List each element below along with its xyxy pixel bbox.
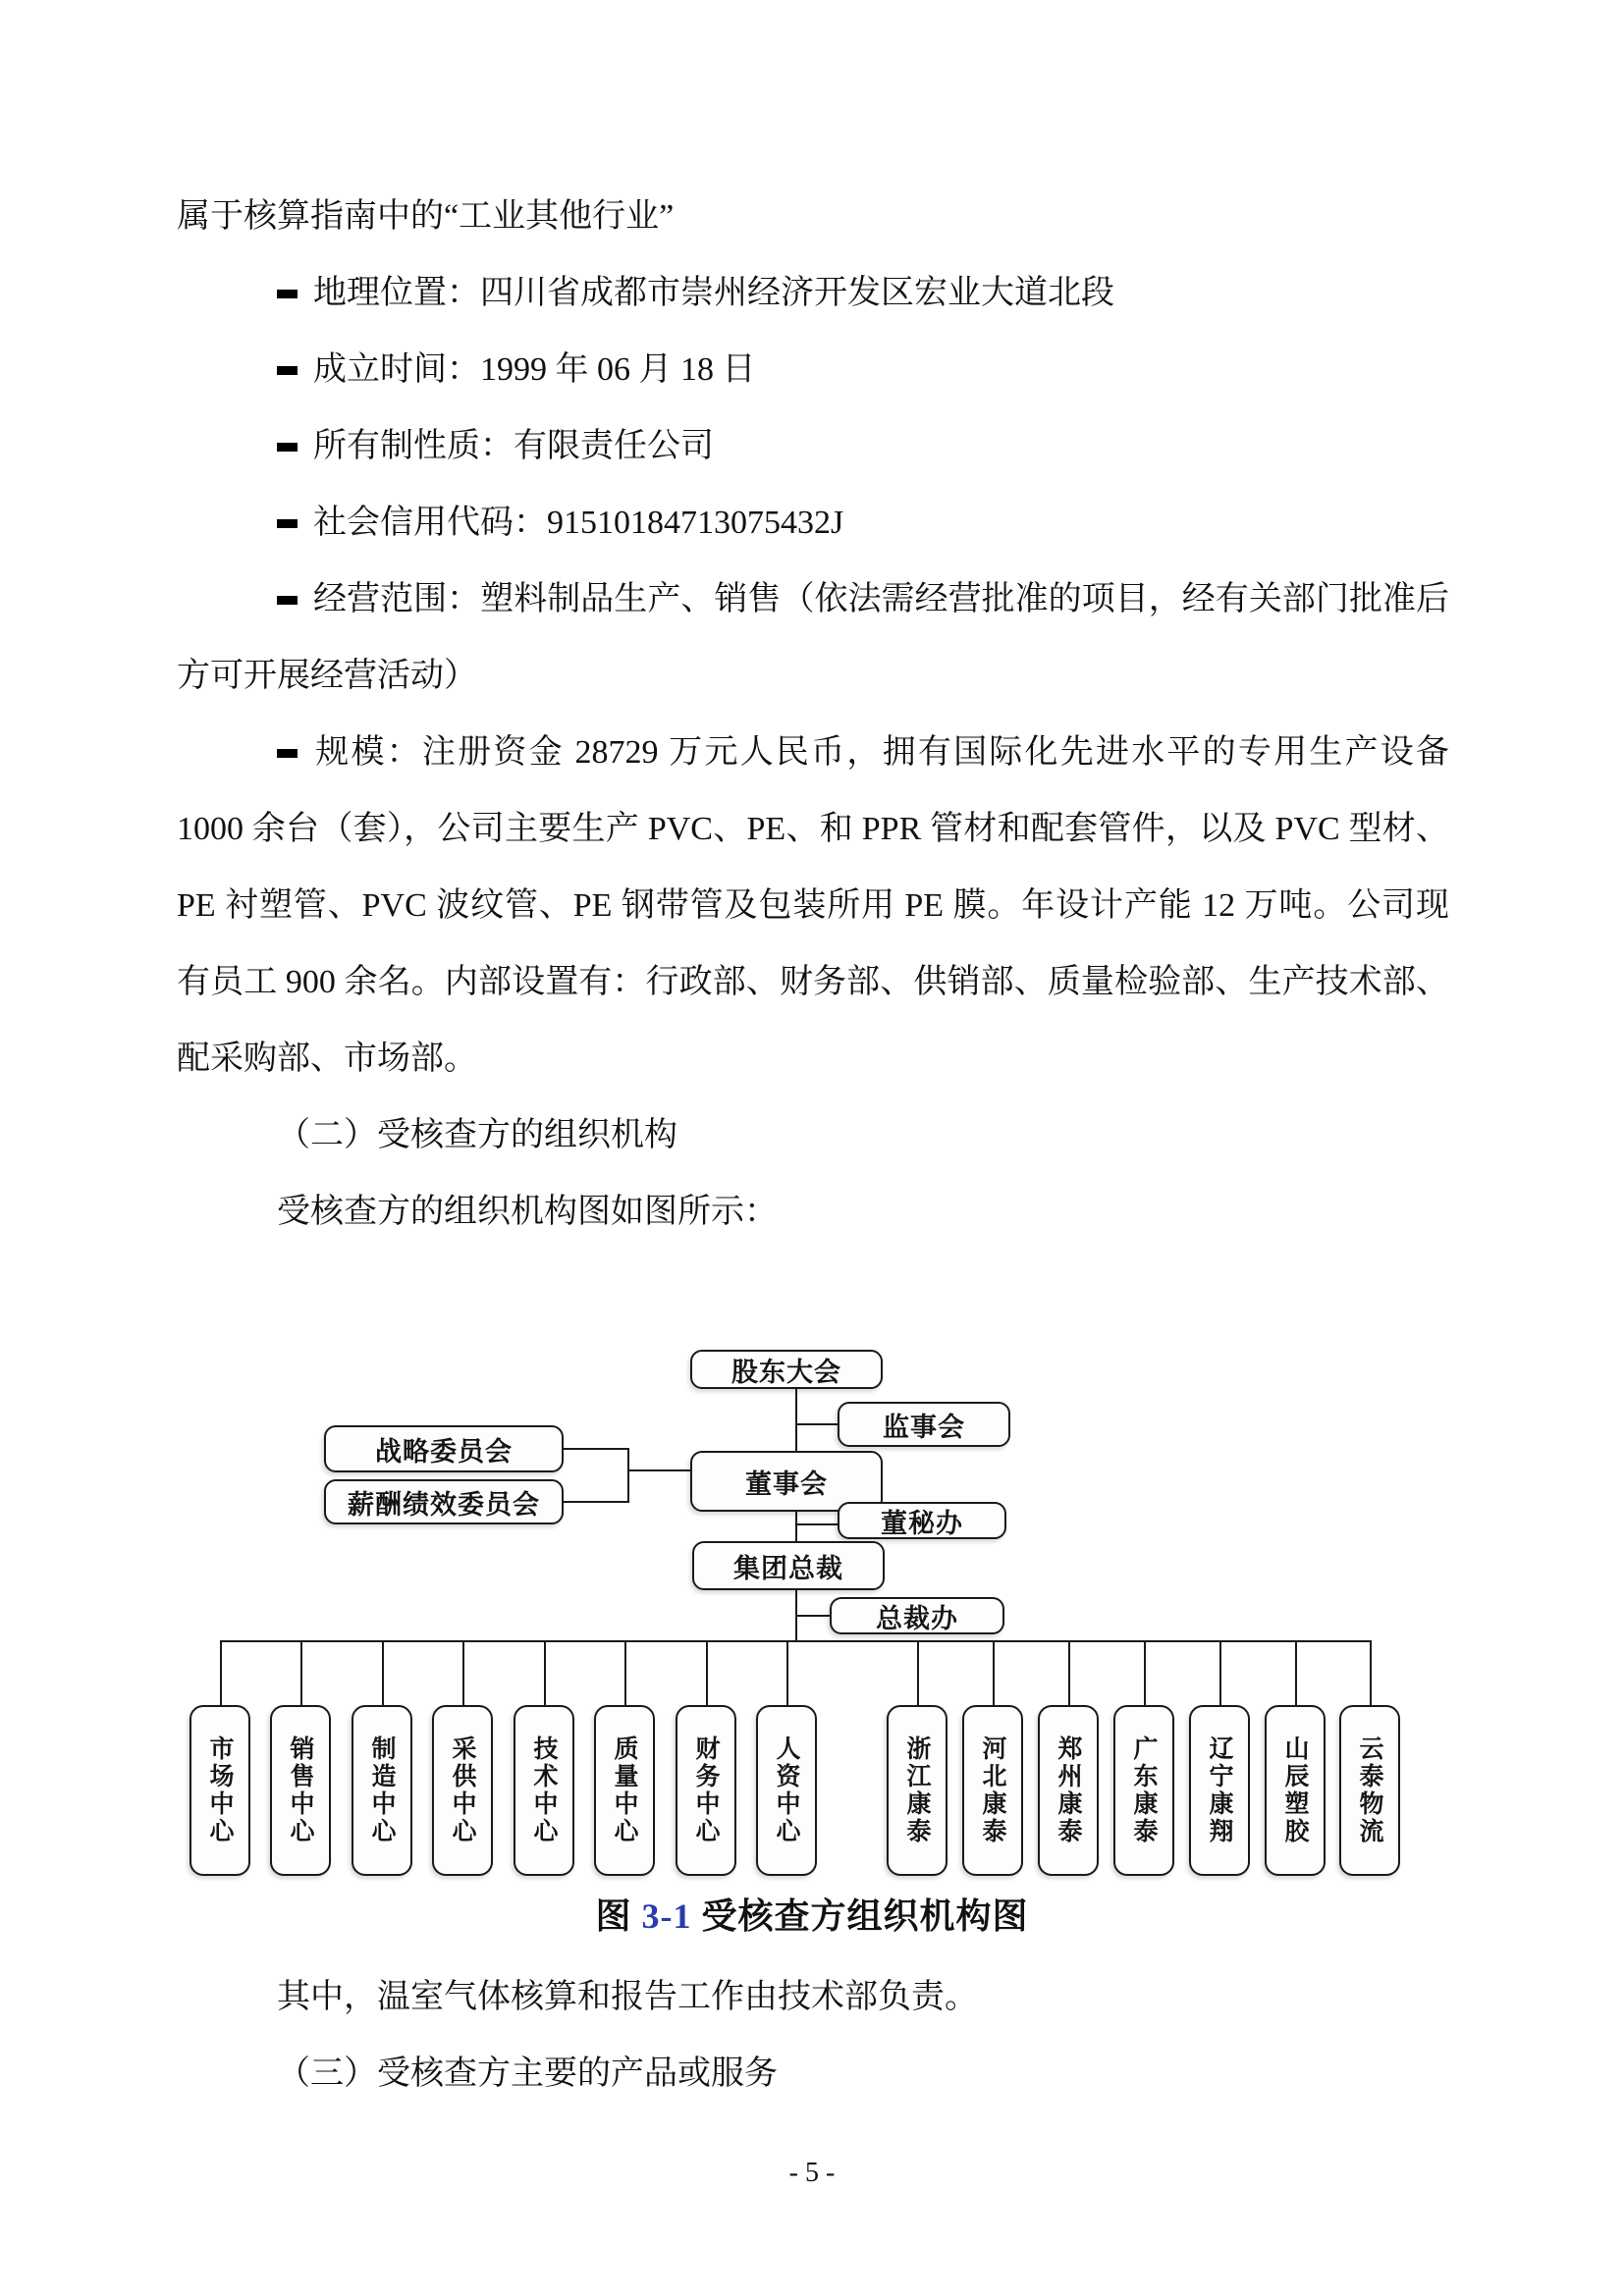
org-node-compensation-committee: 薪酬绩效委员会 [324,1479,564,1524]
org-drop-line [1370,1640,1372,1705]
bullet-location [177,255,1449,332]
org-node-board: 董事会 [690,1451,883,1512]
bullet-ownership-text: 所有制性质：有限责任公司 [313,428,714,464]
org-drop-line [382,1640,384,1705]
section3-heading: （三）受核查方主要的产品或服务 [277,2056,778,2092]
org-distribution-bar [220,1640,1372,1642]
org-connector [564,1501,627,1503]
bullet-square-icon [277,443,298,452]
org-chart-figure [178,1343,1446,1878]
org-dept-box: 财务中心 [676,1705,736,1876]
org-dept-box: 人资中心 [756,1705,817,1876]
org-drop-line [706,1640,708,1705]
org-connector [795,1615,830,1617]
org-dept-box: 质量中心 [594,1705,655,1876]
org-connector [795,1423,838,1425]
figure-caption [0,1889,1624,1939]
org-subsidiary-box: 云泰物流 [1339,1705,1400,1876]
bullet-square-icon [277,596,298,605]
figure-caption-number: 3-1 [641,1896,692,1936]
org-dept-box: 市场中心 [189,1705,250,1876]
org-node-supervisory: 监事会 [838,1402,1010,1447]
org-drop-line [624,1640,626,1705]
org-drop-line [1219,1640,1221,1705]
org-node-shareholders: 股东大会 [690,1350,883,1389]
org-dept-box: 制造中心 [352,1705,412,1876]
bullet-square-icon [277,519,298,528]
org-subsidiary-box: 辽宁康翔 [1189,1705,1250,1876]
bullet-scale-text: 规模：注册资金 28729 万元人民币，拥有国际化先进水平的专用生产设备 1000 余台（套），公司主要生产 PVC、PE、和 PPR 管材和配套管件，以及 PVC 型材、PE 衬塑管、PVC 波纹管、PE 钢带管及包装所用 PE 膜。年设计产能 12 万吨。公司现有员工 900 余名。内部设置有：行政部、财务部、供销部、质量检验部、生产技术部、配采购部、市场部。 [177,734,1449,1077]
org-node-strategy-committee: 战略委员会 [324,1425,564,1472]
org-drop-line [1068,1640,1070,1705]
org-subsidiary-box: 浙江康泰 [887,1705,947,1876]
org-drop-line [300,1640,302,1705]
bullet-location-text: 地理位置：四川省成都市崇州经济开发区宏业大道北段 [313,275,1114,311]
org-node-group-ceo: 集团总裁 [692,1541,885,1590]
bullet-square-icon [277,290,298,298]
figure-caption-suffix: 受核查方组织机构图 [691,1896,1029,1936]
bullet-scale [177,715,1449,1097]
org-connector [795,1389,797,1451]
bullet-founded [177,332,1449,408]
org-drop-line [1295,1640,1297,1705]
org-drop-line [917,1640,919,1705]
bullet-founded-text: 成立时间：1999 年 06 月 18 日 [313,351,756,388]
bullet-square-icon [277,749,298,758]
org-drop-line [993,1640,995,1705]
org-connector [795,1523,838,1525]
org-drop-line [544,1640,546,1705]
bullet-business-scope [177,561,1449,715]
org-intro-paragraph: 受核查方的组织机构图如图所示： [277,1194,778,1230]
org-drop-line [1144,1640,1146,1705]
bullet-credit-code [177,485,1449,561]
org-connector [627,1469,690,1471]
after-figure-text-block [177,1959,1449,2112]
org-connector [564,1448,627,1450]
bullet-business-scope-text: 经营范围：塑料制品生产、销售（依法需经营批准的项目，经有关部门批准后方可开展经营活动） [177,581,1449,694]
org-subsidiary-box: 郑州康泰 [1038,1705,1099,1876]
org-connector [795,1512,797,1541]
org-drop-line [220,1640,222,1705]
org-subsidiary-box: 河北康泰 [962,1705,1023,1876]
body-text-block [177,179,1449,1251]
note-paragraph: 其中，温室气体核算和报告工作由技术部负责。 [277,1979,978,2015]
org-subsidiary-box: 广东康泰 [1113,1705,1174,1876]
org-subsidiary-box: 山辰塑胶 [1265,1705,1326,1876]
bullet-credit-code-text: 社会信用代码：91510184713075432J [313,505,844,541]
org-dept-box: 采供中心 [432,1705,493,1876]
section2-heading: （二）受核查方的组织机构 [277,1117,677,1153]
org-dept-box: 销售中心 [270,1705,331,1876]
org-node-board-secretary-office: 董秘办 [838,1502,1006,1539]
bullet-square-icon [277,366,298,375]
org-connector [627,1448,629,1503]
org-dept-box: 技术中心 [514,1705,574,1876]
intro-paragraph: 属于核算指南中的“工业其他行业” [177,198,675,235]
page-number: - 5 - [788,2158,836,2188]
org-drop-line [462,1640,464,1705]
org-node-ceo-office: 总裁办 [830,1597,1004,1634]
org-drop-line [786,1640,788,1705]
bullet-ownership [177,408,1449,485]
figure-caption-prefix: 图 [595,1896,642,1936]
